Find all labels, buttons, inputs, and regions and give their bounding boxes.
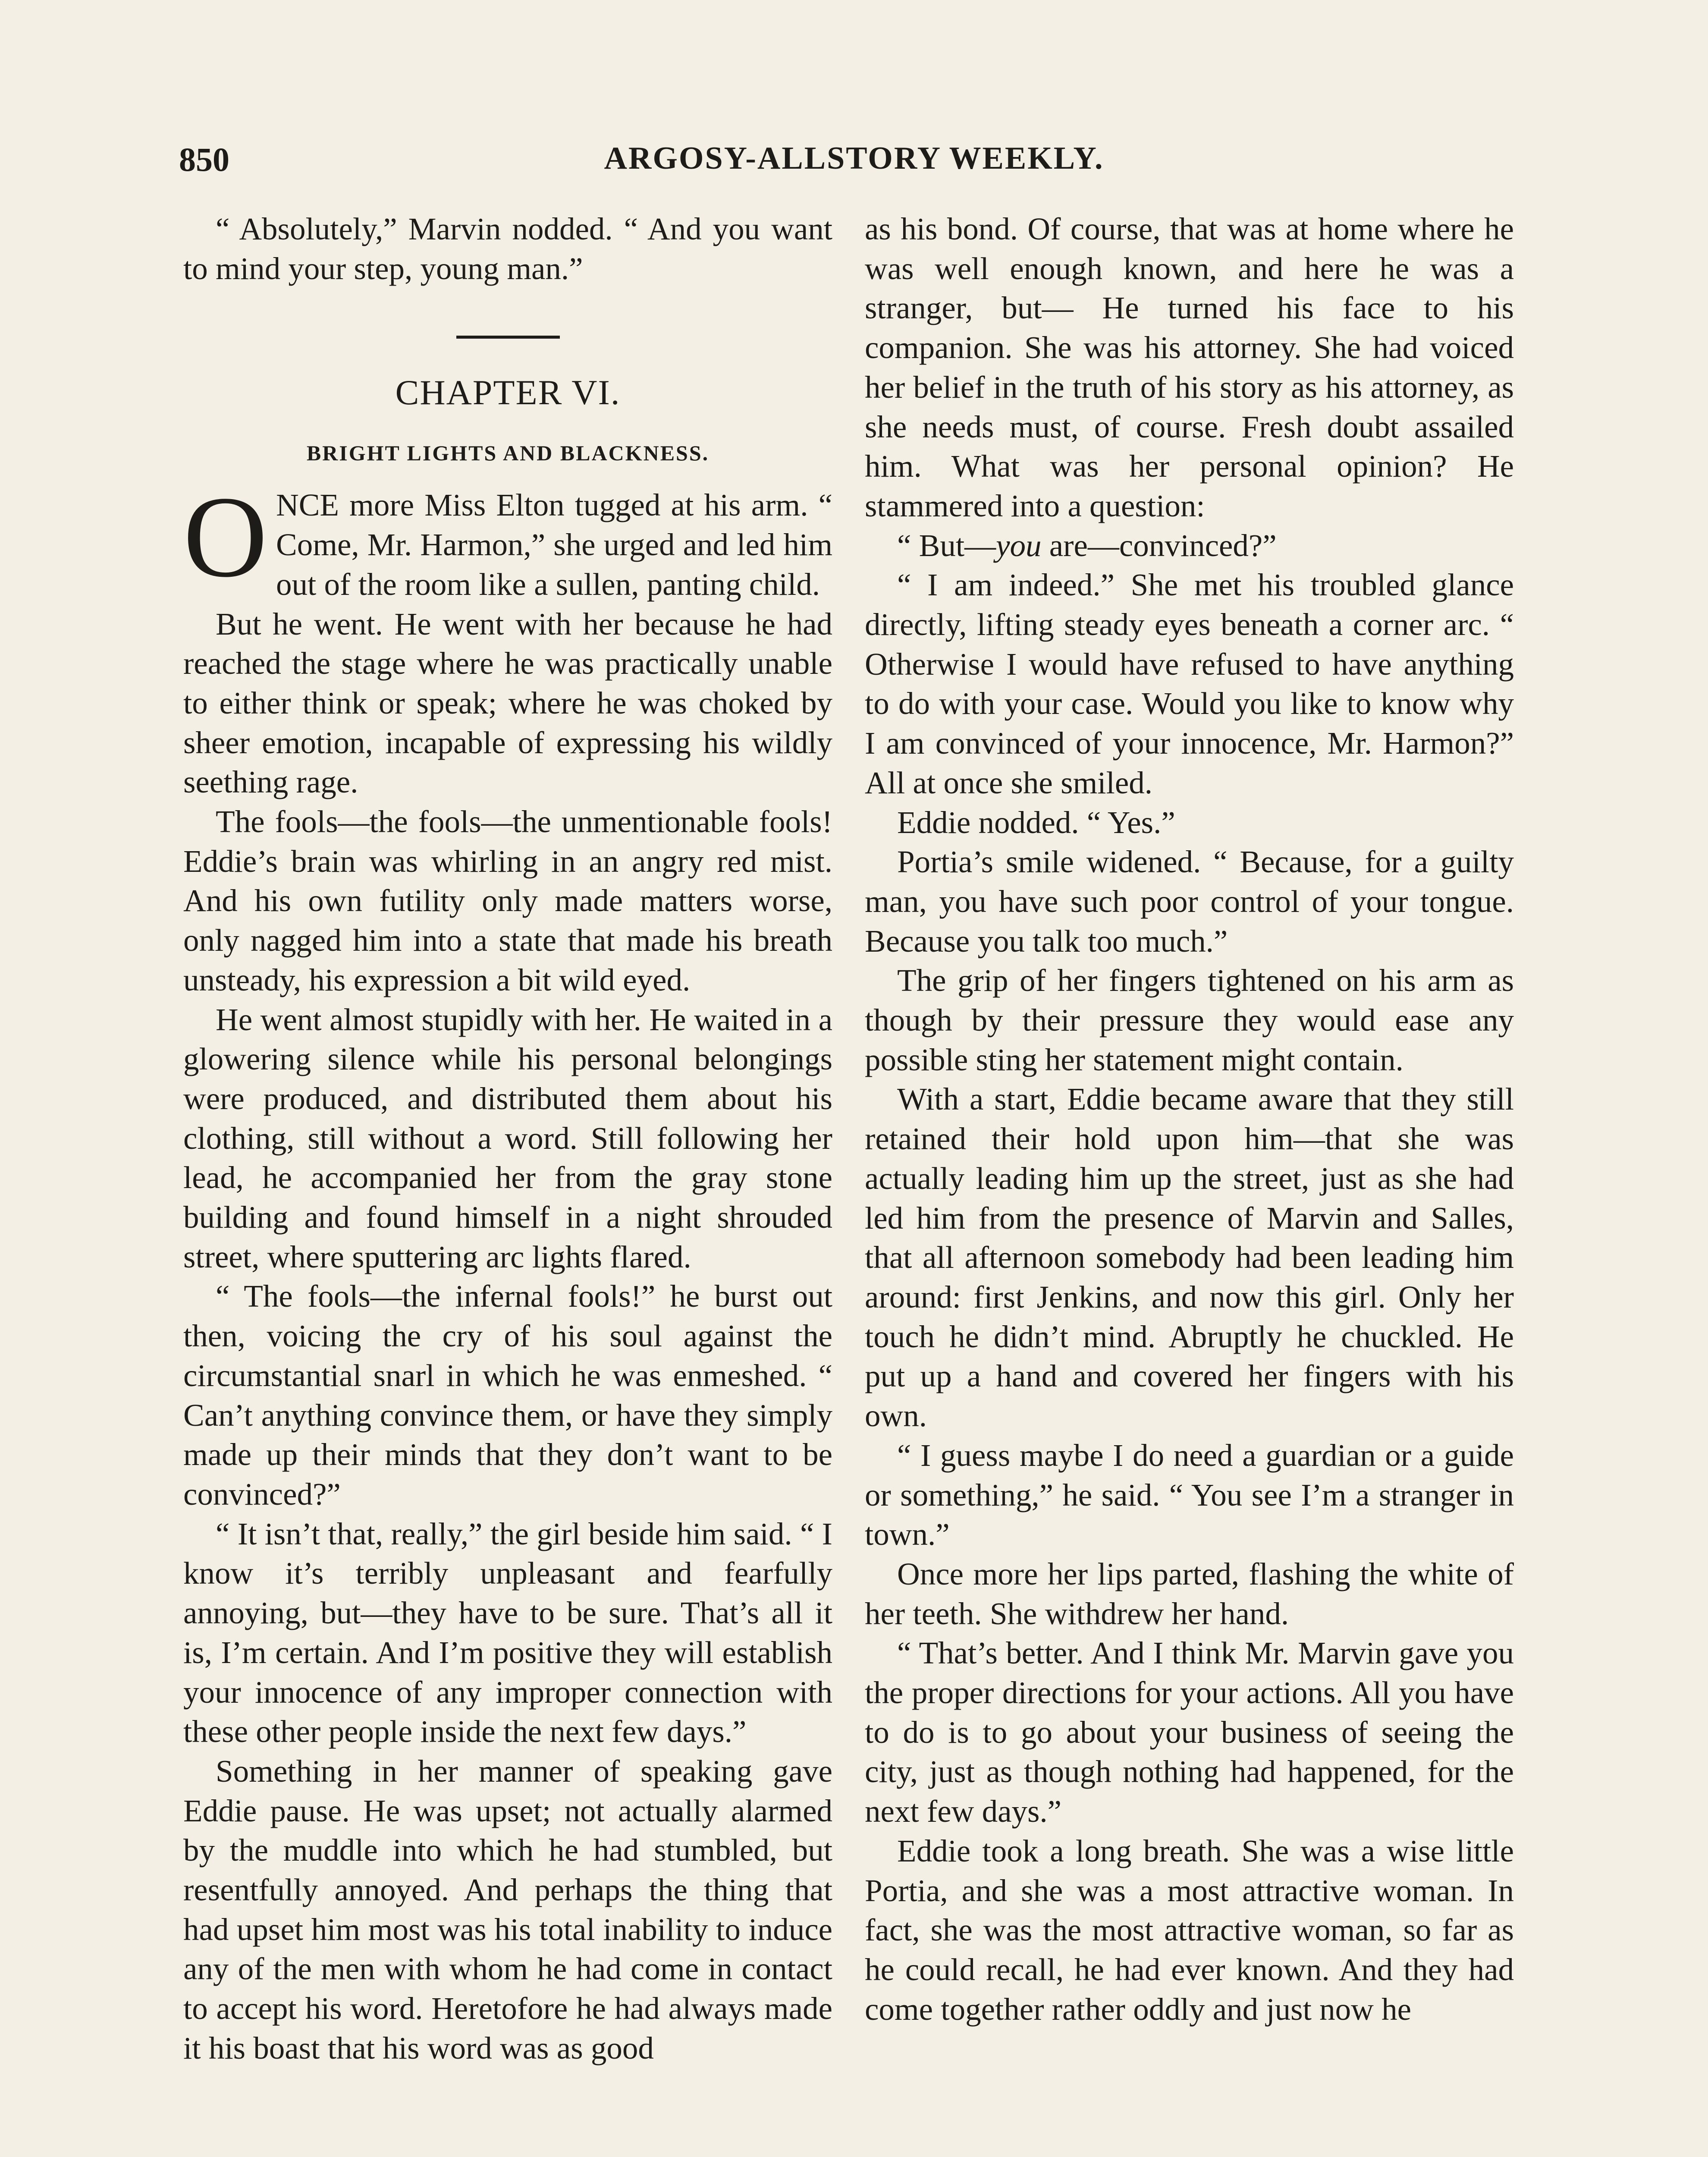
text-run: are—convinced?”: [1041, 528, 1277, 563]
paragraph: The grip of her fingers tightened on his arm as though by their pressure they would ease any possible sting her statement might contain.: [865, 963, 1514, 1077]
paragraph: “ The fools—the infernal fools!” he burst out then, voicing the cry of his soul against the circumstantial snarl in which he was enmeshed. “ Can’t anything convince them, or have they simply made up their minds that they don’t want to be convinced?”: [183, 1279, 832, 1512]
paragraph: Eddie nodded. “ Yes.”: [897, 805, 1175, 840]
paragraph: The fools—the fools—the unmentionable fools! Eddie’s brain was whirling in an angry red mist. And his own futility only made matters worse, only nagged him into a state that made his breath unsteady, his expression a bit wild eyed.: [183, 804, 832, 997]
paragraph: He went almost stupidly with her. He waited in a glowering silence while his personal belongings were produced, and distributed them about his clothing, still without a word. Still following her lead, he accompanied her from the gray stone building and found himself in a night shrouded street, where sputtering arc lights flared.: [183, 1002, 832, 1274]
paragraph: “ It isn’t that, really,” the girl beside him said. “ I know it’s terribly unpleasant and fearfully annoying, but—they have to be sure. That’s all it is, I’m certain. And I’m positive they will establish your innocence of any improper connection with these other people inside the next few days.”: [183, 1516, 832, 1749]
paragraph: With a start, Eddie became aware that they still retained their hold upon him—that she was actually leading him up the street, just as she had led him from the presence of Marvin and Salles, that all afternoon somebody had been leading him around: first Jenkins, and now this girl. Only her touch he didn’t mind. Abruptly he chuckled. He put up a hand and covered her fingers with his own.: [865, 1082, 1514, 1434]
right-column: [865, 209, 1514, 2157]
drop-cap: O: [183, 472, 267, 602]
paragraph: “ I am indeed.” She met his troubled glance directly, lifting steady eyes beneath a corner arc. “ Otherwise I would have refused to have anything to do with your case. Would you like to know why I am convinced of your innocence, Mr. Harmon?” All at once she smiled.: [865, 567, 1514, 800]
paragraph: “ Absolutely,” Marvin nodded. “ And you want to mind your step, young man.”: [183, 211, 832, 286]
left-column: [183, 209, 832, 2157]
section-divider: [456, 336, 560, 339]
paragraph: “ That’s better. And I think Mr. Marvin gave you the proper directions for your actions. All you have to do is to go about your business of seeing the city, just as though nothing had happened, for the next few days.”: [865, 1635, 1514, 1829]
chapter-title: CHAPTER VI.: [395, 373, 621, 412]
paragraph: Eddie took a long breath. She was a wise little Portia, and she was a most attractive woman. In fact, she was the most attractive woman, so far as he could recall, he had ever known. And they had come together rather oddly and just now he: [865, 1833, 1514, 2027]
page-number: 850: [179, 141, 229, 178]
paragraph: Something in her manner of speaking gave Eddie pause. He was upset; not actually alarmed by the muddle into which he had stumbled, but resentfully annoyed. And perhaps the thing that had upset him most was his total inability to induce any of the men with whom he had come in contact to accept his word. Heretofore he had always made it his boast that his word was as good: [183, 1753, 832, 2066]
opening-text: NCE more Miss Elton tugged at his arm. “ Come, Mr. Harmon,” she urged and led him out of the room like a sullen, panting child.: [276, 487, 832, 602]
paragraph: Portia’s smile widened. “ Because, for a guilty man, you have such poor control of your tongue. Because you talk too much.”: [865, 844, 1514, 959]
italic-text: you: [996, 528, 1042, 563]
opening-paragraph: [183, 472, 832, 604]
paragraph: as his bond. Of course, that was at home where he was well enough known, and here he was a stranger, but— He turned his face to his companion. She was his attorney. She had voiced her belief in the truth of his story as his attorney, as she needs must, of course. Fresh doubt assailed him. What was her personal opinion? He stammered into a question:: [865, 211, 1514, 523]
paragraph: [865, 526, 1514, 566]
chapter-subtitle: BRIGHT LIGHTS AND BLACKNESS.: [306, 441, 710, 465]
running-head: ARGOSY-ALLSTORY WEEKLY.: [604, 141, 1104, 176]
text-run: “ But—: [897, 528, 996, 563]
paragraph: “ I guess maybe I do need a guardian or a guide or something,” he said. “ You see I’m a stranger in town.”: [865, 1437, 1514, 1552]
paragraph: But he went. He went with her because he had reached the stage where he was practically unable to either think or speak; where he was choked by sheer emotion, incapable of expressing his wildly seething rage.: [183, 606, 832, 800]
paragraph: Once more her lips parted, flashing the white of her teeth. She withdrew her hand.: [865, 1556, 1514, 1631]
page-header: [179, 140, 1529, 188]
